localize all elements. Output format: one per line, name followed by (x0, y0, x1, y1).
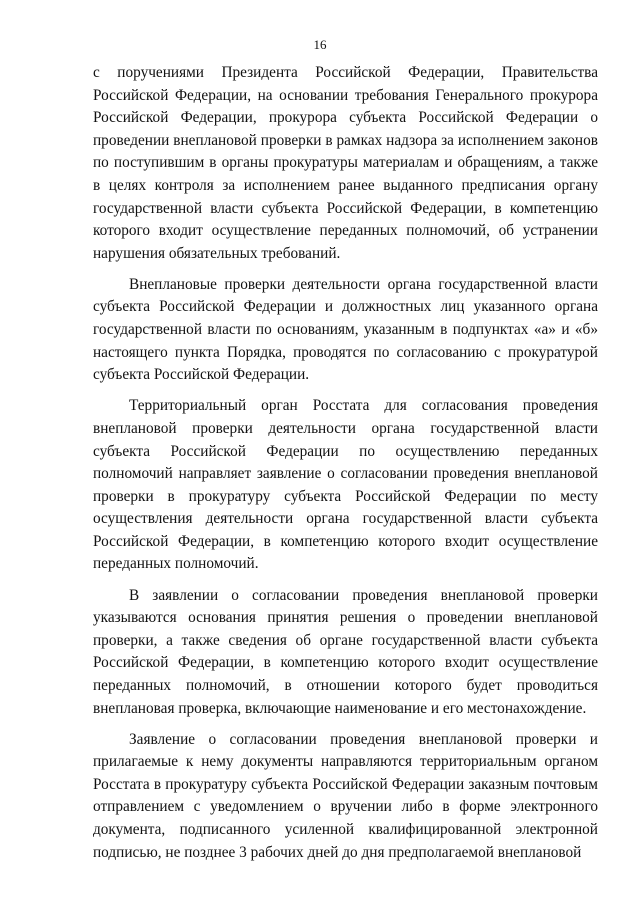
paragraph-4: В заявлении о согласовании проведения внеплановой проверки указываются основания принятия решения о проведении внеплановой проверки, а также сведения об органе государственной власти субъекта Российской Федерации, в компетенцию которого входит осуществление переданных полномочий, в отношении которого будет проводиться внеплановая проверка, включающие наименование и его местонахождение. (93, 586, 598, 717)
body-text (93, 62, 598, 873)
paragraph-3: Территориальный орган Росстата для согласования проведения внеплановой проверки деятельности органа государственной власти субъекта Российской Федерации по осуществлению переданных полномочий направляет заявление о согласовании проведения внеплановой проверки в прокуратуру субъекта Российской Федерации по месту осуществления деятельности органа государственной власти субъекта Российской Федерации, в компетенцию которого входит осуществление переданных полномочий. (93, 397, 598, 573)
paragraph-1: с поручениями Президента Российской Федерации, Правительства Российской Федерации, на основании требования Генерального прокурора Российской Федерации, прокурора субъекта Российской Федерации о проведении внеплановой проверки в рамках надзора за исполнением законов по поступившим в органы прокуратуры материалам и обращениям, а также в целях контроля за исполнением ранее выданного предписания органу государственной власти субъекта Российской Федерации, в компетенцию которого входит осуществление переданных полномочий, об устранении нарушения обязательных требований. (93, 64, 598, 262)
page-number: 16 (313, 37, 327, 52)
paragraph-2: Внеплановые проверки деятельности органа государственной власти субъекта Российской Федерации и должностных лиц указанного органа государственной власти по основаниям, указанным в подпунктах «а» и «б» настоящего пункта Порядка, проводятся по согласованию с прокуратурой субъекта Российской Федерации. (93, 275, 598, 384)
paragraph-5: Заявление о согласовании проведения внеплановой проверки и прилагаемые к нему документы направляются территориальным органом Росстата в прокуратуру субъекта Российской Федерации заказным почтовым отправлением с уведомлением о вручении либо в форме электронного документа, подписанного усиленной квалифицированной электронной подписью, не позднее 3 рабочих дней до дня предполагаемой внеплановой (93, 730, 598, 861)
